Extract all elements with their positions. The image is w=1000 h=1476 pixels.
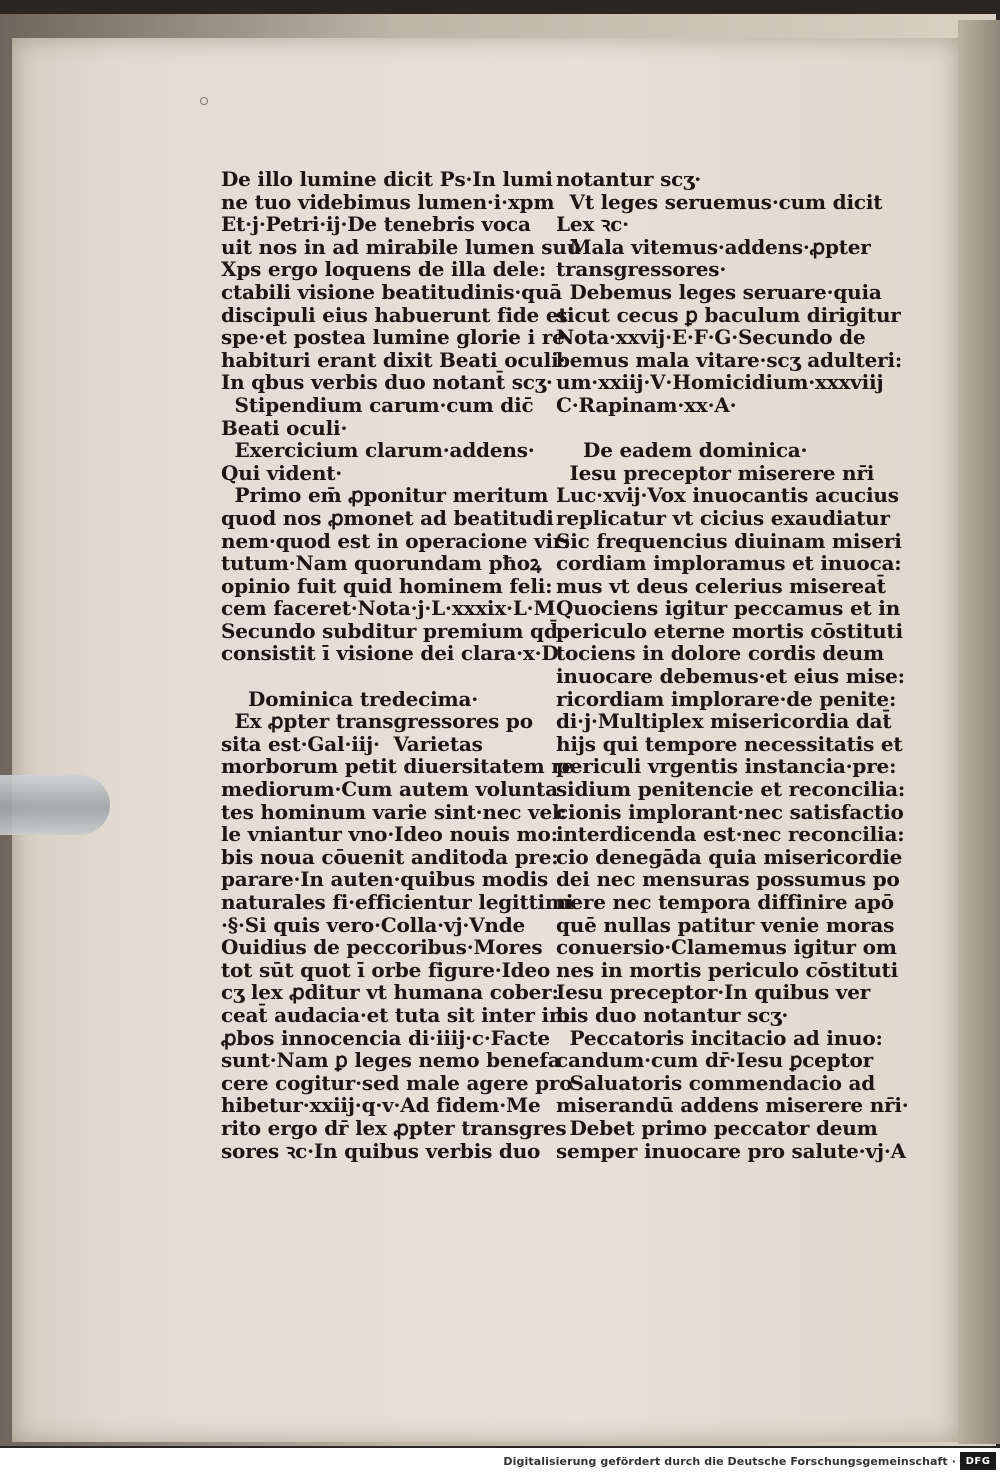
- text-line: le vniantur vno·Ideo nouis mo:: [221, 822, 558, 847]
- text-line: Secundo subditur premium qd̄: [221, 618, 558, 643]
- text-line: notantur scʒ·: [556, 167, 702, 191]
- text-line: sores ꝛc·In quibus verbis duo: [221, 1138, 541, 1163]
- text-line: cere cogitur·sed male agere pro: [221, 1070, 573, 1095]
- text-line: cem faceret·Nota·j·L·xxxix·L·M: [221, 596, 556, 621]
- text-line: nes in mortis periculo cōstituti: [556, 957, 898, 982]
- text-line: quē nullas patitur venie moras: [556, 912, 895, 937]
- text-line: Luc·xvij·Vox inuocantis acucius: [556, 483, 899, 508]
- text-line: Saluatoris commendacio ad: [556, 1070, 876, 1095]
- text-line: tutum·Nam quorundam pħoꝝ: [221, 551, 542, 576]
- text-line: replicatur vt cicius exaudiatur: [556, 505, 890, 530]
- text-line: morborum petit diuersitatem re: [221, 754, 575, 779]
- text-line: tes hominum varie sint·nec vel:: [221, 799, 567, 824]
- text-line: Ex ꝓpter transgressores po: [221, 709, 533, 734]
- clip: [0, 775, 110, 835]
- text-line: ceat̄ audacia·et tuta sit inter im:: [221, 1002, 578, 1027]
- text-line: spe·et postea lumine glorie i re: [221, 325, 565, 350]
- text-line: cionis implorant·nec satisfactio: [556, 799, 904, 824]
- text-line: Lex ꝛc·: [556, 212, 629, 237]
- text-line: ne tuo videbimus lumen·i·xpm: [221, 189, 555, 214]
- right-text-column: [556, 167, 909, 1163]
- dfg-logo: DFG: [960, 1452, 996, 1470]
- text-line: Et·j·Petri·ij·De tenebris voca: [221, 212, 531, 237]
- footer-bar: [0, 1448, 1000, 1476]
- text-line: bemus mala vitare·scʒ adulteri:: [556, 347, 903, 372]
- text-line: Mala vitemus·addens·ꝓpter: [556, 234, 871, 259]
- text-line: interdicenda est·nec reconcilia:: [556, 822, 905, 847]
- text-line: quod nos ꝓmonet ad beatitudi: [221, 505, 554, 530]
- text-line: cio denegāda quia misericordie: [556, 844, 903, 869]
- text-line: Beati oculi·: [221, 415, 348, 440]
- left-text-column: [221, 167, 582, 1163]
- text-line: ricordiam implorare·de penite:: [556, 686, 897, 711]
- text-line: In qbus verbis duo notant̄ scʒ·: [221, 370, 553, 395]
- text-line: [556, 417, 856, 440]
- text-line: habituri erant dixit Beati oculi·: [221, 347, 566, 372]
- text-line: Nota·xxvij·E·F·G·Secundo de: [556, 325, 866, 350]
- page-edges: [958, 20, 1000, 1444]
- text-line: ctabili visione beatitudinis·quā: [221, 279, 563, 304]
- text-line: Dominica tredecima·: [221, 686, 479, 711]
- text-line: sicut cecus ꝑ baculum dirigitur: [556, 302, 901, 327]
- text-line: mediorum·Cum autem volunta: [221, 777, 558, 802]
- footer-credit: Digitalisierung gefördert durch die Deutsche Forschungsgemeinschaft ·: [503, 1455, 956, 1468]
- text-line: conuersio·Clamemus igitur om: [556, 935, 897, 960]
- text-line: Debet primo peccator deum: [556, 1115, 878, 1140]
- text-line: nere nec tempora diffinire apō: [556, 890, 894, 914]
- text-line: uit nos in ad mirabile lumen suū: [221, 234, 582, 259]
- text-line: um·xxiij·V·Homicidium·xxxviij: [556, 370, 884, 395]
- text-line: sunt·Nam ꝑ leges nemo benefa: [221, 1048, 561, 1073]
- text-line: Quociens igitur peccamus et in: [556, 596, 901, 621]
- text-line: tot sūt quot ī orbe figure·Ideo: [221, 957, 551, 982]
- text-line: candum·cum dr̄·Iesu ꝑceptor: [556, 1048, 873, 1073]
- text-line: transgressores·: [556, 257, 727, 282]
- text-line: di·j·Multiplex misericordia dat̄: [556, 709, 892, 734]
- text-line: dei nec mensuras possumus po: [556, 867, 900, 892]
- text-line: naturales fi·efficientur legittimi: [221, 890, 574, 914]
- text-line: Stipendium carum·cum dic̄: [221, 392, 534, 417]
- text-line: Qui vident·: [221, 460, 342, 485]
- text-line: Iesu preceptor miserere nr̄i: [556, 460, 875, 485]
- text-line: hijs qui tempore necessitatis et: [556, 731, 903, 756]
- text-line: De eadem dominica·: [556, 438, 808, 463]
- text-line: ·§·Si quis vero·Colla·vj·Vnde: [221, 912, 526, 937]
- text-line: hibetur·xxiij·q·v·Ad fidem·Me: [221, 1093, 541, 1118]
- text-line: Iesu preceptor·In quibus ver: [556, 980, 871, 1005]
- text-line: mus vt deus celerius misereat̄: [556, 573, 886, 598]
- text-line: discipuli eius habuerunt fide et: [221, 302, 568, 327]
- text-line: cʒ lex ꝓditur vt humana cober:: [221, 980, 559, 1005]
- text-line: C·Rapinam·xx·A·: [556, 392, 737, 417]
- text-line: semper inuocare pro salute·vj·A: [556, 1138, 906, 1163]
- text-line: bis duo notantur scʒ·: [556, 1002, 789, 1027]
- text-line: inuocare debemus·et eius mise:: [556, 664, 905, 689]
- text-line: sita est·Gal·iij· Varietas: [221, 731, 483, 756]
- paper-mark: [200, 97, 208, 105]
- text-line: parare·In auten·quibus modis: [221, 867, 549, 892]
- text-line: Xps ergo loquens de illa dele:: [221, 257, 547, 282]
- text-line: bis noua cōuenit anditoda pre:: [221, 844, 559, 869]
- text-line: sidium penitencie et reconcilia:: [556, 777, 906, 802]
- text-line: periculi vrgentis instancia·pre:: [556, 754, 897, 779]
- text-line: cordiam imploramus et inuoca:: [556, 551, 902, 576]
- text-line: rito ergo dr̄ lex ꝓpter transgres: [221, 1115, 567, 1140]
- text-line: [221, 665, 521, 688]
- text-line: tociens in dolore cordis deum: [556, 641, 884, 666]
- text-line: miserandū addens miserere nr̄i·: [556, 1093, 909, 1118]
- text-line: nem·quod est in operacione vir:: [221, 528, 571, 553]
- text-line: opinio fuit quid hominem feli:: [221, 573, 553, 598]
- text-line: Exercicium clarum·addens·: [221, 438, 535, 463]
- text-line: Vt leges seruemus·cum dicit: [556, 189, 883, 214]
- text-line: De illo lumine dicit Ps·In lumi: [221, 167, 553, 191]
- text-line: Sic frequencius diuinam miseri: [556, 528, 902, 553]
- text-line: periculo eterne mortis cōstituti: [556, 618, 903, 643]
- text-line: Ouidius de peccoribus·Mores: [221, 935, 543, 960]
- text-line: ꝓbos innocencia di·iiij·c·Facte: [221, 1025, 550, 1050]
- text-line: consistit ī visione dei clara·x·D: [221, 641, 559, 666]
- text-line: Primo em̄ ꝓponitur meritum: [221, 483, 549, 508]
- text-line: Peccatoris incitacio ad inuo:: [556, 1025, 883, 1050]
- text-line: Debemus leges seruare·quia: [556, 279, 882, 304]
